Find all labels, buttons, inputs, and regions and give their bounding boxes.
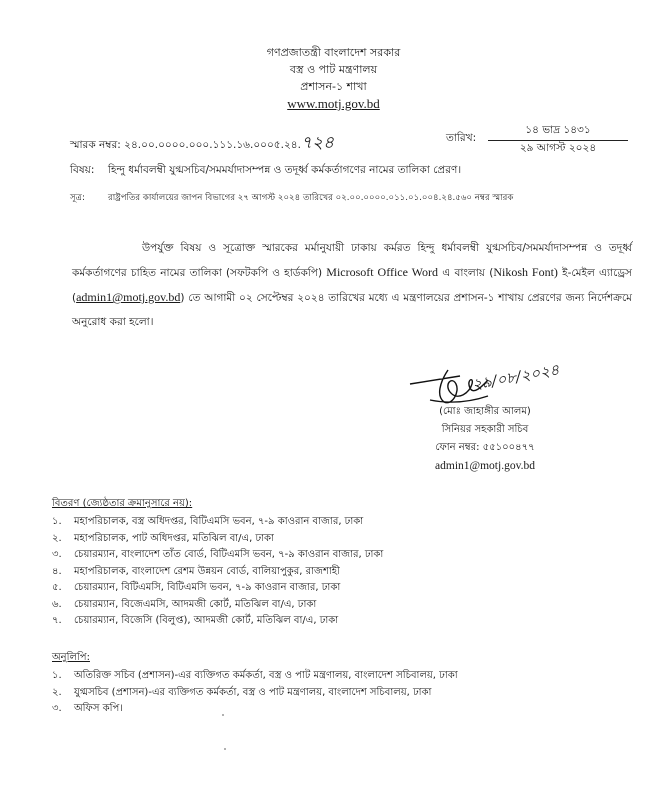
date-block — [488, 123, 628, 156]
distribution-item — [52, 531, 383, 548]
distribution-item — [52, 547, 383, 564]
signature-date: ২৯/০৮/২০২৪ — [470, 360, 561, 394]
copies-list — [52, 668, 458, 718]
branch-name: প্রশাসন-১ শাখা — [300, 80, 367, 93]
signatory-email[interactable] — [400, 457, 570, 476]
ministry-website[interactable]: www.motj.gov.bd — [287, 96, 380, 111]
copy-item — [52, 668, 458, 685]
copy-item — [52, 685, 458, 702]
distribution-list — [52, 514, 383, 630]
signatory-phone: ফোন নম্বর: ৫৫১০০৪৭৭ — [435, 442, 535, 453]
item-text: চেয়ারম্যান, বিটিএমসি, বিটিএমসি ভবন, ৭-৯ কাওরান বাজার, ঢাকা — [74, 582, 341, 593]
signatory-email-text[interactable]: admin1@motj.gov.bd — [435, 460, 535, 472]
distribution-item — [52, 514, 383, 531]
item-text: চেয়ারম্যান, বাংলাদেশ তাঁত বোর্ড, বিটিএমসি ভবন, ৭-৯ কাওরান বাজার, ঢাকা — [74, 549, 384, 560]
body-paragraph — [72, 236, 632, 334]
distribution-title: বিতরণ (জ্যেষ্ঠতার ক্রমানুসারে নয়): — [52, 498, 193, 509]
memo-number: ২৪.০০.০০০০.০০০.১১১.১৬.০০০৫.২৪. — [124, 139, 301, 151]
item-text: মহাপরিচালক, বস্ত্র অধিদপ্তর, বিটিএমসি ভবন, ৭-৯ কাওরান বাজার, ঢাকা — [74, 516, 364, 527]
distribution-item — [52, 597, 383, 614]
item-text: চেয়ারম্যান, বিজেএমসি, আদমজী কোর্ট, মতিঝিল বা/এ, ঢাকা — [74, 598, 317, 610]
date-gregorian: ২৯ আগস্ট ২০২৪ — [519, 142, 597, 154]
item-text: মহাপরিচালক, বাংলাদেশ রেশম উন্নয়ন বোর্ড, বালিয়াপুকুর, রাজশাহী — [74, 565, 340, 577]
body-part-6: ) তে আগামী ০২ সেপ্টেম্বর ২০২৪ তারিখের মধ্যে এ মন্ত্রণালয়ের প্রশাসন-১ শাখায় প্রেরণের জন্য নির্দেশক্রমে অনুরোধ করা হলো। — [72, 292, 632, 328]
body-part-3: এ বাংলায় ( — [442, 267, 494, 279]
item-text: মহাপরিচালক, পাট অধিদপ্তর, মতিঝিল বা/এ, ঢাকা — [74, 532, 274, 544]
body-font-name: Nikosh Font) — [493, 265, 558, 279]
government-name: গণপ্রজাতন্ত্রী বাংলাদেশ সরকার — [266, 46, 401, 59]
item-text: অফিস কপি। — [74, 703, 123, 714]
body-software-name: Microsoft Office Word — [326, 265, 439, 279]
item-text: চেয়ারম্যান, বিজেসি (বিলুপ্ত), আদমজী কোর্ট, মতিঝিল বা/এ, ঢাকা — [74, 615, 339, 626]
body-email-link[interactable]: admin1@motj.gov.bd — [76, 290, 181, 304]
item-number: ৩. — [52, 703, 62, 714]
item-number: ২. — [52, 686, 62, 698]
body-part-5: ই-মেইল এ্যাড্রেস ( — [72, 267, 632, 304]
reference-label: সূত্র: — [70, 193, 85, 203]
scan-speck — [222, 714, 224, 716]
item-text: যুগ্মসচিব (প্রশাসন)-এর ব্যক্তিগত কর্মকর্তা, বস্ত্র ও পাট মন্ত্রণালয়, বাংলাদেশ সচিবালয়, ঢাকা — [74, 686, 432, 698]
item-number: ৩. — [52, 549, 62, 560]
copy-item — [52, 701, 458, 718]
item-number: ৭. — [52, 615, 62, 626]
subject-text: হিন্দু ধর্মাবলম্বী যুগ্মসচিব/সমমর্যাদাসম্পন্ন ও তদূর্ধ্ব কর্মকর্তাগণের নামের তালিকা প্রেরণ। — [108, 164, 462, 176]
reference-text: রাষ্ট্রপতির কার্যালয়ের জাপন বিভাগের ২৭ আগস্ট ২০২৪ তারিখের ০২.০০.০০০০.০১১.০১.০০৪.২৪.৫৬০ নম্বর স্মারক — [108, 193, 514, 203]
ministry-name: বস্ত্র ও পাট মন্ত্রণালয় — [289, 63, 378, 76]
body-part-1: উপর্যুক্ত বিষয় ও সূত্রোক্ত স্মারকের মর্মানুযায়ী ঢাকায় কর্মরত হিন্দু ধর্মাবলম্বী যুগ্মসচিব/সমমর্যাদাসম্পন্ন ও তদূর্ধ্ব কর্মকর্তাগণের চাহিত নামের তালিকা (সফটকপি ও হার্ডকপি) — [72, 242, 632, 279]
item-number: ৪. — [52, 565, 62, 577]
distribution-item — [52, 580, 383, 597]
reference-row — [70, 191, 513, 205]
subject-row — [70, 163, 461, 180]
scan-speck — [224, 748, 226, 750]
memo-number-row — [70, 130, 334, 158]
memo-handwritten-number: ৭২৪ — [300, 133, 335, 153]
signatory-name: (মোঃ জাহাঙ্গীর আলম) — [439, 406, 531, 417]
date-label: তারিখ: — [446, 132, 477, 144]
item-number: ২. — [52, 532, 62, 544]
subject-label: বিষয়: — [70, 164, 95, 176]
distribution-item — [52, 613, 383, 630]
copies-title: অনুলিপি: — [52, 652, 90, 663]
item-number: ৫. — [52, 582, 62, 593]
distribution-item — [52, 564, 383, 581]
item-text: অতিরিক্ত সচিব (প্রশাসন)-এর ব্যক্তিগত কর্মকর্তা, বস্ত্র ও পাট মন্ত্রণালয়, বাংলাদেশ সচিবালয়, ঢাকা — [74, 670, 458, 681]
item-number: ১. — [52, 670, 62, 681]
signatory-designation: সিনিয়র সহকারী সচিব — [441, 424, 529, 435]
memo-label: স্মারক নম্বর: — [70, 139, 121, 151]
item-number: ১. — [52, 516, 62, 527]
date-bangla: ১৪ ভাদ্র ১৪৩১ — [488, 123, 628, 141]
item-number: ৬. — [52, 598, 62, 610]
